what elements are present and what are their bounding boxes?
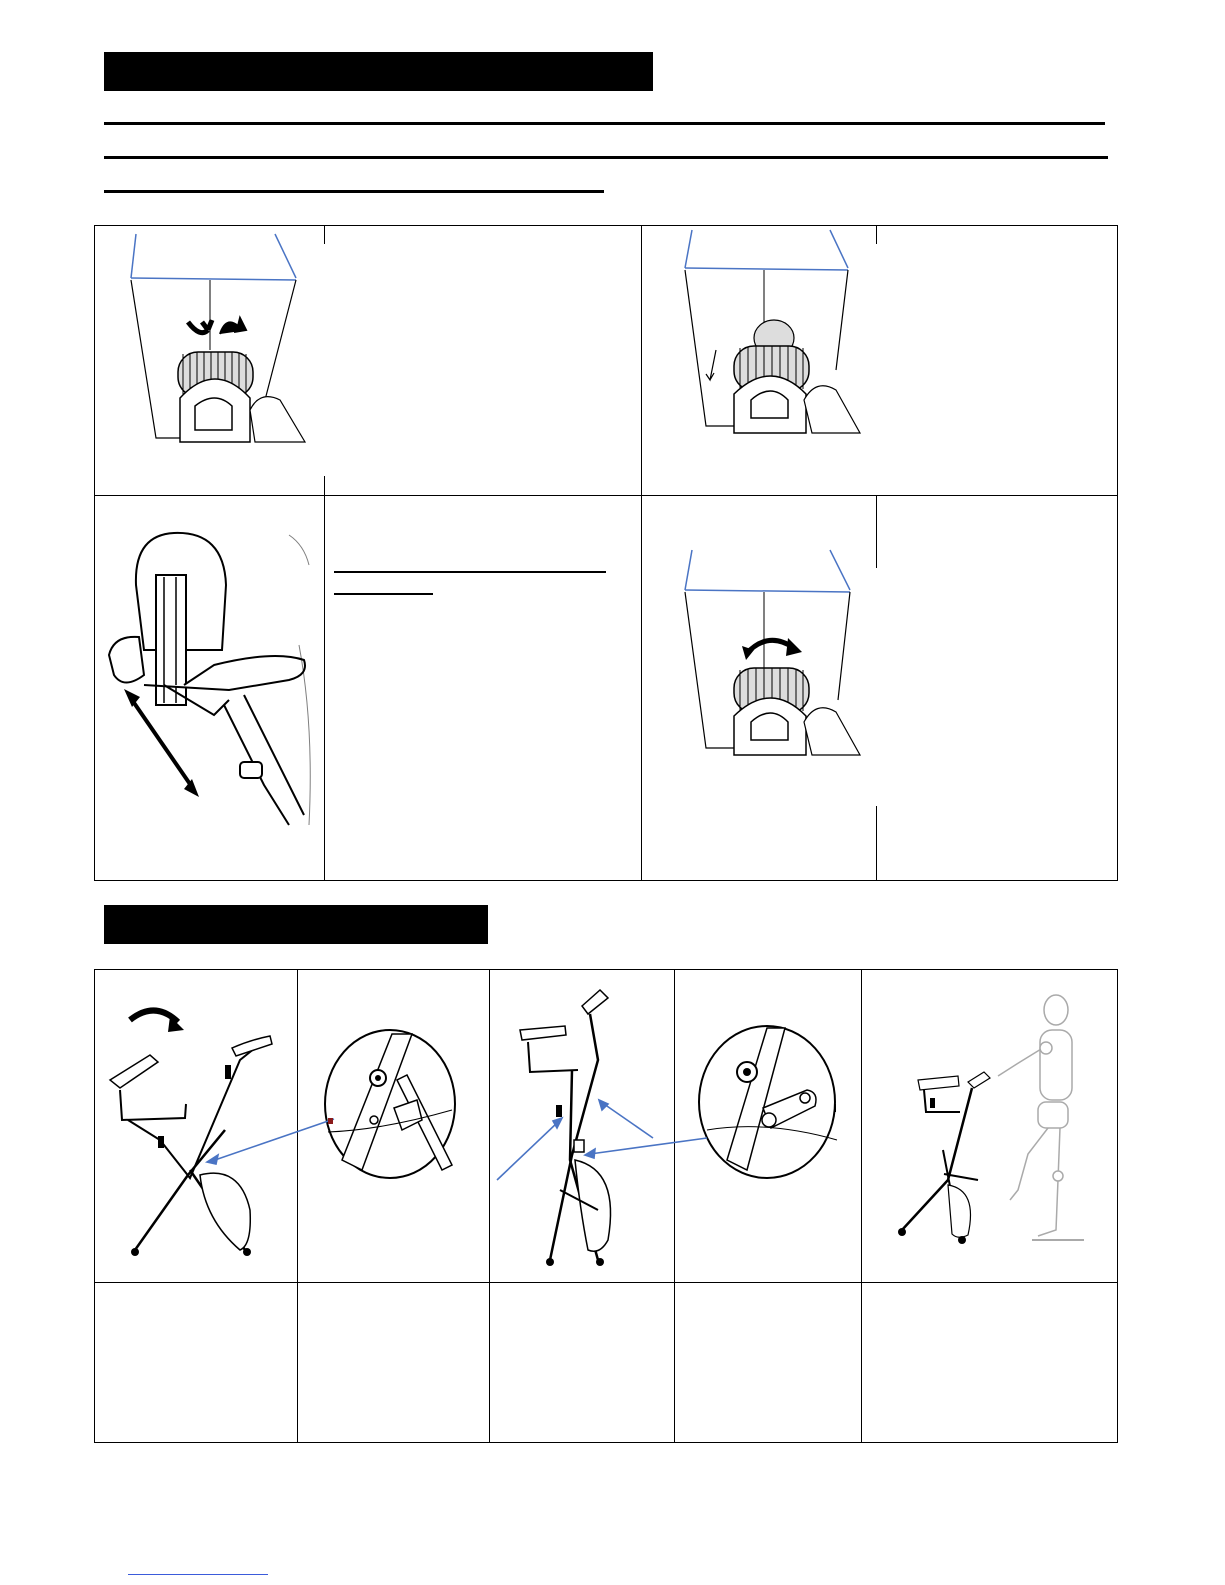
footer-link-underline[interactable]	[128, 1574, 268, 1575]
